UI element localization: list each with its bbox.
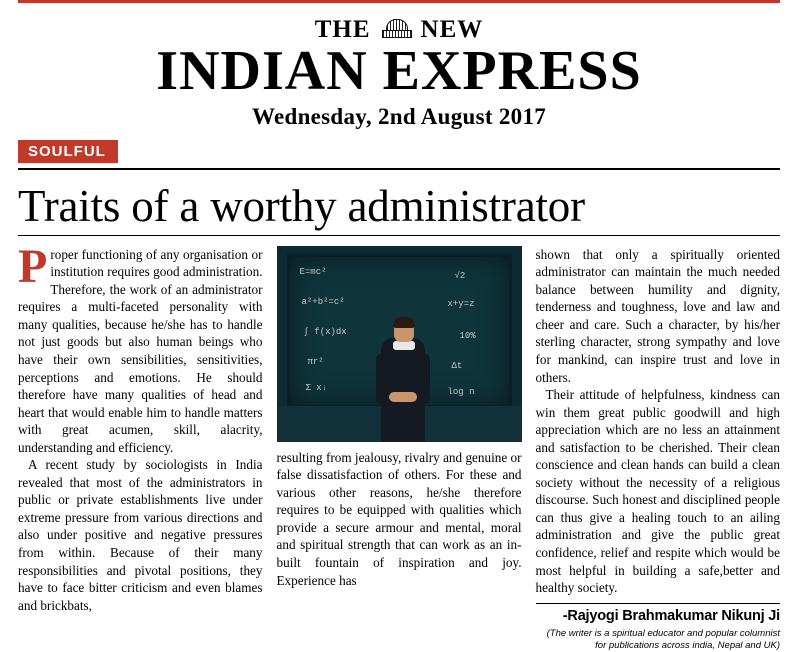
paragraph [18,239,263,457]
masthead-the-word: THE [314,15,371,43]
paragraph: resulting from jealousy, rivalry and genuine or false dissatisfaction of others. For these and various other reasons, he/she therefore requires to be equipped with qualities which provide a secure armour and mental, moral and spiritual strength that can work as an in-built fountain of inspiration and joy. Experience has [276,449,522,588]
figure-hair [393,317,415,328]
chalk-note: Δt [451,360,463,371]
chalk-note: Σ xᵢ [305,382,328,393]
masthead-title: INDIAN EXPRESS [156,40,642,102]
chalk-note: a²+b²=c² [301,296,345,307]
paragraph: A recent study by sociologists in India revealed that most of the administrators in public or private establishments live under extreme pressure from various directions and also under positive and negative pressures from within. Because of their many responsibilities and pivotal positions, they have to face bitter criticism and even blames and brickbats, [18,457,263,613]
top-rule [18,0,780,3]
author-note: (The writer is a spiritual educator and popular columnist for publications across india, Nepal and UK) [546,627,780,651]
section-row [18,140,780,170]
figure-collar [393,341,415,350]
chalk-note: x+y=z [447,298,475,309]
column-three [536,246,781,652]
paragraph: shown that only a spiritually oriented administrator can maintain the much needed balance between humility and dignity, tenderness and toughness, love and law and cheer and care. Such a character, by his/her sterling character, strong sympathy and love for mankind, can inspire trust and love in others. [535,246,780,385]
paragraph: Their attitude of helpfulness, kindness can win them great public goodwill and high appreciation which are no less an attainment and satisfaction to be cherished. Their clean conscience and clean hands can build a clean society without the necessity of a religious discourse. Such honest and disciplined people can thus give a healing touch to an ailing administration and give the public great confidence, relief and respite which would be most helpful in building a safe,better and healthy society. [535,387,780,596]
paragraph-text: roper functioning of any organisation or institution requires good administration. Therefore, the work of an administrator requires a multi-faceted personality with many qualities, because he/she has to handle not just goods but also human beings who have their own sensibilities, sensitivities, perceptions and emotions. He should therefore have many qualities of head and heart that would enable him to handle matters with great acumen, skill, alacrity, understanding and efficiency. [18,246,263,455]
masthead-top-line [18,15,780,43]
author-name: -Rajyogi Brahmakumar Nikunj Ji [562,607,780,624]
man-facing-blackboard-photo [277,246,522,442]
page-title: Traits of a worthy administrator [18,181,585,232]
chalk-note: √2 [454,270,466,281]
chalk-note: πr² [307,356,324,367]
chalk-note: E=mc² [299,266,327,277]
column-one [18,239,263,614]
masthead-new-word: NEW [420,15,484,43]
section-tag: SOULFUL [18,140,118,163]
chalk-note: log n [447,386,475,397]
masthead [18,7,780,130]
article-columns [18,239,780,652]
column-two [277,246,522,589]
chalk-note: 10% [459,330,476,341]
figure-hands [389,392,417,402]
masthead-date: Wednesday, 2nd August 2017 [251,104,547,130]
chalk-note: ∫ f(x)dx [303,326,347,337]
author-block [536,603,781,652]
figure-body [381,338,425,442]
dropcap: P [18,239,48,293]
headline-divider [18,235,780,236]
dome-crest-icon [381,18,411,40]
